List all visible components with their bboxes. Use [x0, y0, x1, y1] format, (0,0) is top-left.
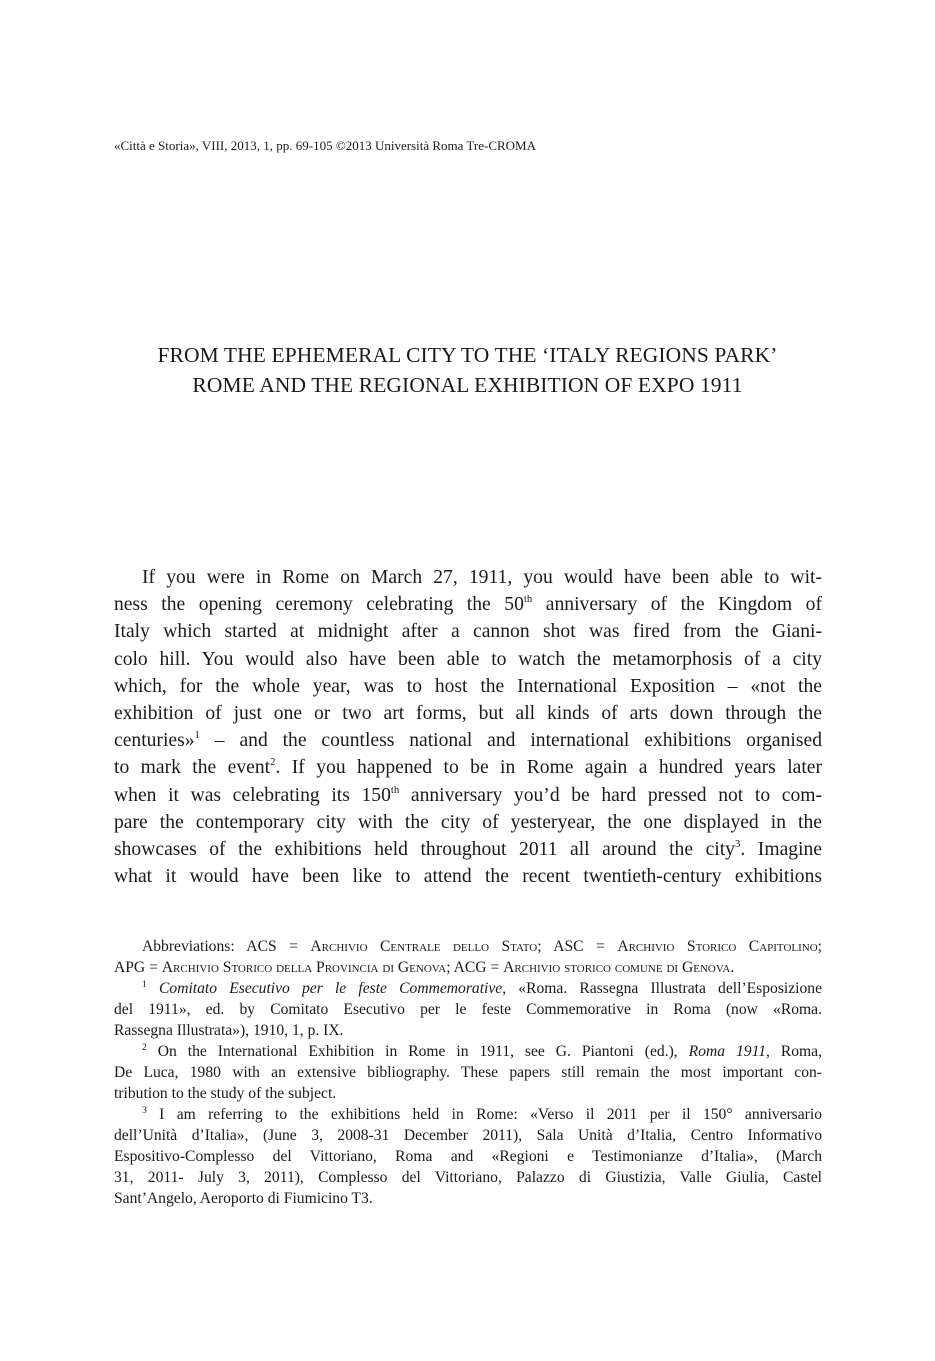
body-line: exhibition of just one or two art forms, but all kinds of arts down through the	[114, 702, 822, 724]
footnote-2-line	[114, 1041, 822, 1062]
body-paragraph	[114, 564, 822, 890]
footnote-2-line: De Luca, 1980 with an extensive bibliography. These papers still remain the most important con-	[114, 1064, 822, 1081]
footnote-2-line: tribution to the study of the subject.	[114, 1085, 337, 1102]
body-line: If you were in Rome on March 27, 1911, you would have been able to wit-	[142, 567, 822, 588]
footnote-text: , «Roma. Rassegna Illustrata dell’Esposizione	[502, 980, 822, 997]
footnote-3-line: Espositivo-Complesso del Vittoriano, Roma and «Regioni e Testimonianze d’Italia», (March	[114, 1148, 822, 1165]
footnote-text: Abbreviations: ACS =	[142, 938, 311, 955]
archive-name: Archivio Centrale dello Stato	[310, 938, 538, 955]
body-line: what it would have been like to attend the recent twentieth-century exhibitions	[114, 866, 822, 888]
footnote-number: 1	[142, 979, 147, 991]
footnote-3-line: dell’Unità d’Italia», (June 3, 2008-31 December 2011), Sala Unità d’Italia, Centro Informativo	[114, 1127, 822, 1144]
footnote-1-line	[114, 978, 822, 999]
footnote-3-line	[114, 1104, 822, 1125]
footnote-3-line: Sant’Angelo, Aeroporto di Fiumicino T3.	[114, 1190, 373, 1207]
archive-name: Archivio storico comune di Genova	[503, 959, 731, 976]
footnote-text: ; ASC =	[537, 938, 618, 955]
footnote-number: 3	[142, 1105, 147, 1117]
footnote-text: On the International Exhibition in Rome in 1911, see G. Piantoni (ed.),	[157, 1043, 689, 1060]
footnote-text: ; ACG =	[446, 959, 504, 976]
footnote-ref[interactable]: 2	[270, 756, 276, 769]
archive-name: Archivio Storico della Provincia di Genova	[161, 959, 447, 976]
abbreviations-line	[114, 957, 822, 978]
ordinal-superscript: th	[523, 593, 533, 606]
footnote-number: 2	[142, 1042, 147, 1054]
body-line	[114, 727, 822, 754]
footnote-ref[interactable]: 3	[734, 837, 741, 850]
footnote-text: I am referring to the exhibitions held in Rome: «Verso il 2011 per il 150° anniversario	[159, 1106, 822, 1123]
body-text-fragment: showcases of the exhibitions held throughout 2011 all around the city	[114, 838, 735, 860]
footnote-text: ;	[817, 938, 823, 955]
body-line: pare the contemporary city with the city of yesteryear, the one displayed in the	[114, 811, 822, 833]
title-line-1: FROM THE EPHEMERAL CITY TO THE ‘ITALY REGIONS PARK’	[157, 343, 778, 367]
body-text-fragment: . Imagine	[740, 838, 822, 860]
body-text-fragment: anniversary you’d be hard pressed not to com-	[399, 784, 823, 806]
archive-name: Archivio Storico Capitolino	[617, 938, 818, 955]
footnote-1-line: Rassegna Illustrata»), 1910, 1, p. IX.	[114, 1022, 344, 1039]
body-line	[114, 836, 822, 863]
body-line	[114, 591, 822, 618]
footnote-1-line: del 1911», ed. by Comitato Esecutivo per le feste Commemorative in Roma (now «Roma.	[114, 1001, 822, 1018]
body-text-fragment: . If you happened to be in Rome again a hundred years later	[275, 757, 822, 779]
title-line-2: ROME AND THE REGIONAL EXHIBITION OF EXPO 1911	[192, 373, 743, 397]
body-line	[114, 754, 822, 781]
running-header: «Città e Storia», VIII, 2013, 1, pp. 69-105 ©2013 Università Roma Tre-CROMA	[114, 138, 537, 153]
body-line: colo hill. You would also have been able to watch the metamorphosis of a city	[114, 648, 822, 670]
footnote-text: .	[730, 959, 735, 976]
body-text-fragment: centuries»	[114, 730, 195, 752]
footnote-3-line: 31, 2011- July 3, 2011), Complesso del Vittoriano, Palazzo di Giustizia, Valle Giulia, Castel	[114, 1169, 822, 1186]
article-title	[60, 340, 875, 400]
body-line: Italy which started at midnight after a cannon shot was fired from the Giani-	[114, 621, 822, 643]
body-line	[114, 782, 822, 809]
footnote-italic: Comitato Esecutivo per le feste Commemorative	[159, 980, 503, 997]
footnotes	[114, 936, 822, 1209]
body-text-fragment: when it was celebrating its 150	[114, 784, 391, 806]
body-text-fragment: – and the countless national and international exhibitions organised	[199, 730, 822, 752]
body-text-fragment: ness the opening ceremony celebrating the 50	[114, 594, 524, 616]
body-text-fragment: to mark the event	[114, 757, 271, 779]
footnote-italic: Roma 1911	[688, 1043, 767, 1060]
body-line: which, for the whole year, was to host the International Exposition – «not the	[114, 675, 822, 697]
ordinal-superscript: th	[390, 783, 400, 796]
footnote-text: APG =	[114, 959, 162, 976]
footnote-text: , Roma,	[766, 1043, 823, 1060]
abbreviations-line	[114, 936, 822, 957]
body-text-fragment: anniversary of the Kingdom of	[532, 594, 822, 616]
footnote-ref[interactable]: 1	[194, 729, 200, 742]
